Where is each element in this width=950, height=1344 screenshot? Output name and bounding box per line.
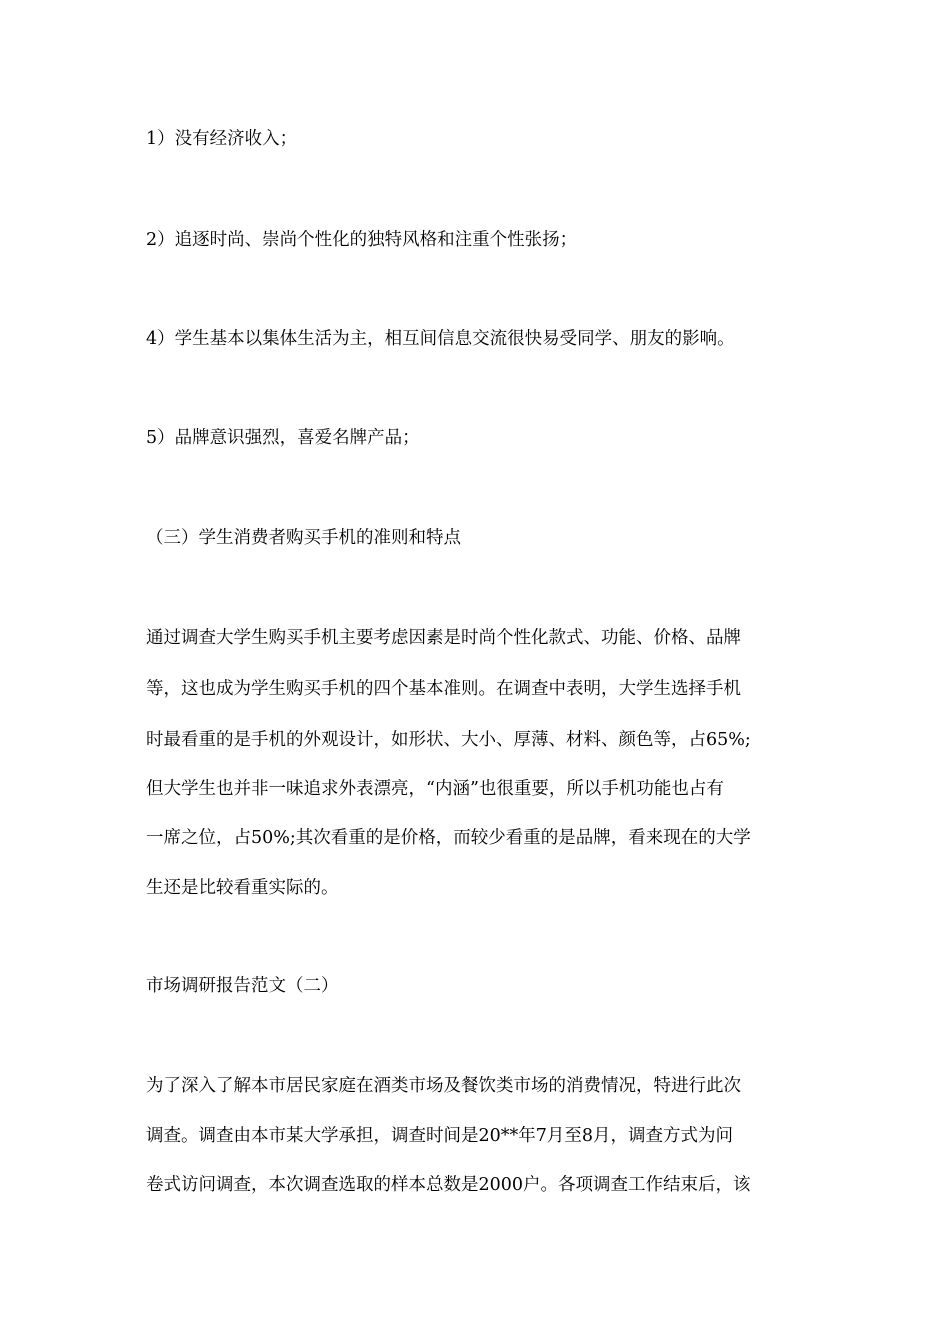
paragraph-line: 等，这也成为学生购买手机的四个基本准则。在调查中表明，大学生选择手机 bbox=[146, 679, 741, 699]
paragraph-line: 调查。调查由本市某大学承担，调查时间是20**年7月至8月，调查方式为问 bbox=[146, 1126, 734, 1146]
list-item: 5）品牌意识强烈，喜爱名牌产品； bbox=[146, 428, 420, 448]
paragraph-line: 为了深入了解本市居民家庭在酒类市场及餐饮类市场的消费情况，特进行此次 bbox=[146, 1076, 741, 1096]
paragraph-line: 通过调查大学生购买手机主要考虑因素是时尚个性化款式、功能、价格、品牌 bbox=[146, 628, 741, 648]
paragraph-line: 生还是比较看重实际的。 bbox=[146, 878, 339, 898]
paragraph-line: 一席之位，占50%;其次看重的是价格，而较少看重的是品牌，看来现在的大学 bbox=[146, 828, 751, 848]
paragraph-line: 卷式访问调查，本次调查选取的样本总数是2000户。各项调查工作结束后，该 bbox=[146, 1175, 751, 1195]
paragraph-line: 时最看重的是手机的外观设计，如形状、大小、厚薄、材料、颜色等，占65%; bbox=[146, 730, 751, 750]
list-item: 2）追逐时尚、崇尚个性化的独特风格和注重个性张扬； bbox=[146, 230, 578, 250]
sub-title: 市场调研报告范文（二） bbox=[146, 976, 339, 996]
list-item: 4）学生基本以集体生活为主，相互间信息交流很快易受同学、朋友的影响。 bbox=[146, 329, 735, 349]
section-heading: （三）学生消费者购买手机的准则和特点 bbox=[146, 528, 461, 548]
paragraph-line: 但大学生也并非一味追求外表漂亮，“内涵”也很重要，所以手机功能也占有 bbox=[146, 779, 724, 799]
list-item: 1）没有经济收入； bbox=[146, 129, 298, 149]
